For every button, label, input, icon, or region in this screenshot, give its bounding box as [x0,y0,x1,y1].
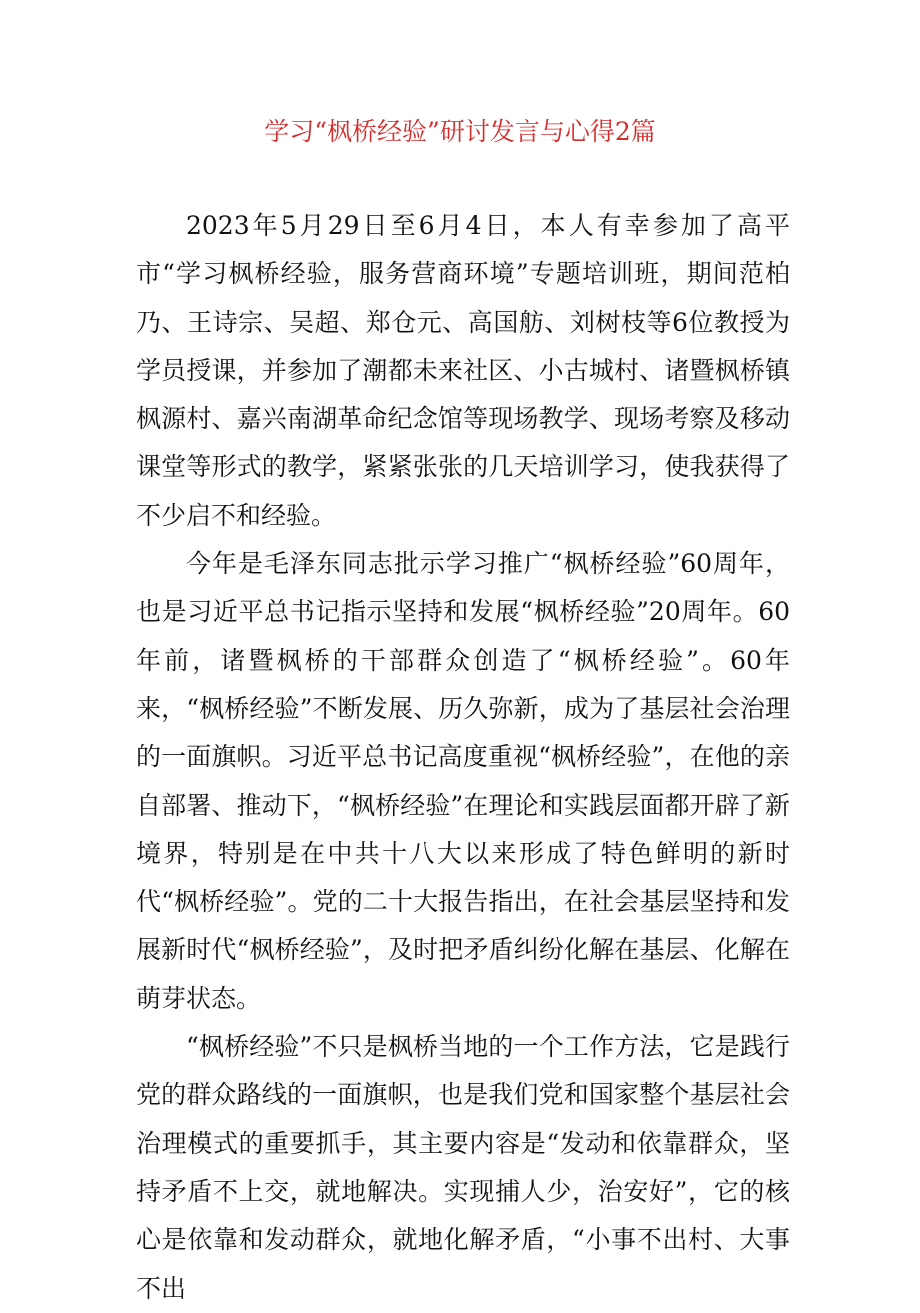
paragraph-2: 今年是毛泽东同志批示学习推广“枫桥经验”60周年，也是习近平总书记指示坚持和发展“枫桥经验”20周年。60年前，诸暨枫桥的干部群众创造了“枫桥经验”。60年来，“枫桥经验”不断发展、历久弥新，成为了基层社会治理的一面旗帜。习近平总书记高度重视“枫桥经验”，在他的亲自部署、推动下，“枫桥经验”在理论和实践层面都开辟了新境界，特别是在中共十八大以来形成了特色鲜明的新时代“枫桥经验”。党的二十大报告指出，在社会基层坚持和发展新时代“枫桥经验”，及时把矛盾纠纷化解在基层、化解在萌芽状态。 [136,549,790,1013]
paragraph-3: “枫桥经验”不只是枫桥当地的一个工作方法，它是践行党的群众路线的一面旗帜，也是我们党和国家整个基层社会治理模式的重要抓手，其主要内容是“发动和依靠群众，坚持矛盾不上交，就地解决。实现捕人少，治安好”，它的核心是依靠和发动群众，就地化解矛盾，“小事不出村、大事不出 [136,1032,790,1303]
document-body [136,202,790,1313]
paragraph-1: 2023年5月29日至6月4日，本人有幸参加了高平市“学习枫桥经验，服务营商环境”专题培训班，期间范柏乃、王诗宗、吴超、郑仓元、高国舫、刘树枝等6位教授为学员授课，并参加了潮都未来社区、小古城村、诸暨枫桥镇枫源村、嘉兴南湖革命纪念馆等现场教学、现场考察及移动课堂等形式的教学，紧紧张张的几天培训学习，使我获得了不少启不和经验。 [136,211,790,530]
document-title: 学习“枫桥经验”研讨发言与心得2篇 [264,117,656,146]
